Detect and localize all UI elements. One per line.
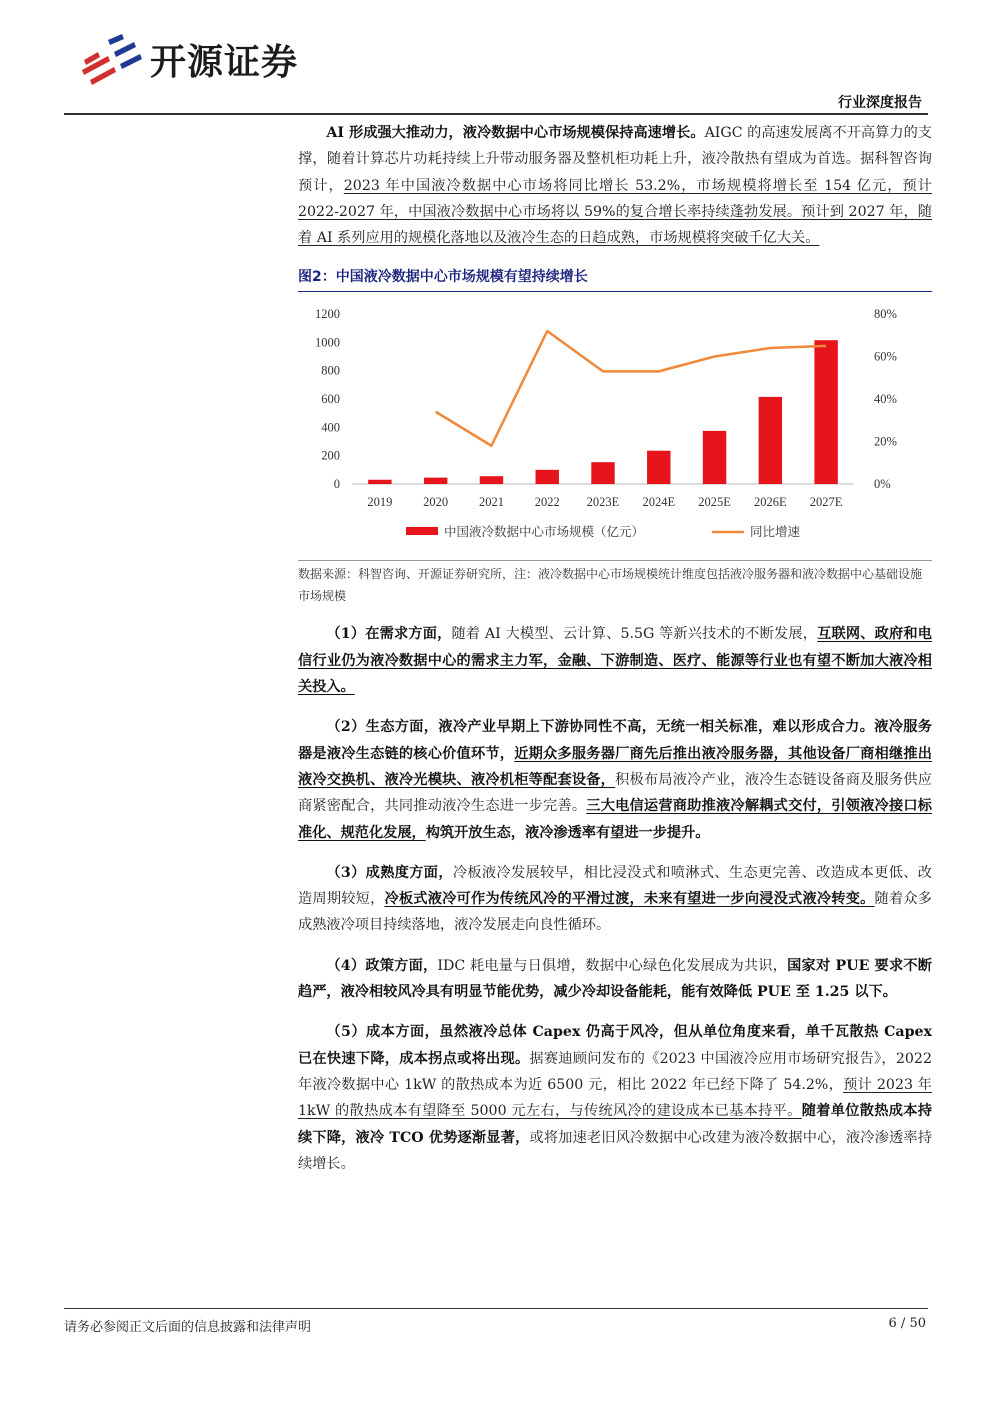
right-axis-tick-label: 20%	[874, 434, 897, 449]
brand-logo	[78, 30, 298, 88]
page-number: 6 / 50	[888, 1316, 926, 1331]
section-ecosystem-bold1: 液冷产业早期上下游协同性不高，无统一相关标准，难以形成合力。液冷服务器是液冷生态链的核心价值环节，	[298, 719, 932, 762]
section-ecosystem-highlight1: 近期众多服务器厂商先后推出液冷服务器，其他设备厂商相继推出液冷交换机、液冷光模块、液冷机柜等配套设备，	[298, 745, 932, 788]
section-cost-bold1: 虽然液冷总体 Capex 仍高于风冷，但从单位角度来看，单千瓦散热 Capex 已在快速下降，成本拐点或将出现。	[298, 1024, 932, 1067]
x-axis-tick-label: 2020	[423, 495, 449, 510]
bar-2020	[424, 478, 447, 484]
section-policy	[298, 953, 932, 1006]
section-maturity-highlight: 冷板式液冷可作为传统风冷的平滑过渡，未来有望进一步向浸没式液冷转变。	[384, 891, 875, 908]
footer-divider	[64, 1308, 928, 1309]
section-cost-underline: 预计 2023 年 1kW 的散热成本有望降至 5000 元左右，与传统风冷的建设成本已基本持平。	[298, 1076, 932, 1120]
section-maturity-text1: 冷板液冷发展较早，相比浸没式和喷淋式、生态更完善、改造成本更低、改造周期较短，	[298, 864, 932, 908]
legend-bar-swatch	[406, 527, 438, 535]
bar-2024E	[647, 451, 670, 484]
intro-paragraph	[298, 120, 932, 251]
section-demand-lead: （1）在需求方面，	[326, 626, 452, 643]
right-axis-tick-label: 60%	[874, 349, 897, 364]
section-ecosystem	[298, 714, 932, 845]
section-cost	[298, 1019, 932, 1177]
left-axis-tick-label: 800	[321, 364, 340, 379]
bar-2022	[536, 470, 559, 484]
right-axis-tick-label: 40%	[874, 392, 897, 407]
figure-source-note: 数据来源：科智咨询、开源证券研究所，注：液冷数据中心市场规模统计维度包括液冷服务器和液冷数据中心基础设施市场规模	[298, 567, 923, 604]
footer-disclaimer: 请务必参阅正文后面的信息披露和法律声明	[64, 1320, 312, 1335]
left-axis-tick-label: 600	[321, 392, 340, 407]
section-maturity	[298, 860, 932, 939]
section-cost-text2: 或将加速老旧风冷数据中心改建为液冷数据中心，液冷渗透率持续增长。	[298, 1129, 932, 1172]
figure-title-divider	[298, 291, 932, 292]
intro-underline: 2023 年中国液冷数据中心市场将同比增长 53.2%，市场规模将增长至 154 亿元，预计 2022-2027 年，中国液冷数据中心市场将以 59%的复合增长率持续蓬勃发展。预计到 2027 年，随着 AI 系列应用的规模化落地以及液冷生态的日趋成熟，市场规模将突破千亿大关。	[298, 177, 932, 247]
section-policy-lead: （4）政策方面，	[326, 957, 438, 974]
bar-2023E	[591, 463, 614, 485]
intro-bold: AI 形成强大推动力，液冷数据中心市场规模保持高速增长。	[326, 125, 705, 141]
section-ecosystem-lead: （2）生态方面，	[326, 719, 439, 736]
bar-2019	[368, 480, 391, 484]
intro-text: AIGC 的高速发展离不开高算力的支撑，随着计算芯片功耗持续上升带动服务器及整机柜功耗上升，液冷散热有望成为首选。据科智咨询预计，	[298, 125, 932, 194]
section-demand-text: 随着 AI 大模型、云计算、5.5G 等新兴技术的不断发展，	[451, 626, 818, 643]
left-axis-tick-label: 1000	[315, 335, 340, 350]
x-axis-tick-label: 2021	[478, 495, 504, 510]
left-axis-tick-label: 400	[321, 420, 340, 435]
x-axis-tick-label: 2019	[367, 495, 393, 510]
section-ecosystem-bold2: 构筑开放生态，液冷渗透率有望进一步提升。	[425, 824, 710, 841]
bar-2025E	[703, 431, 726, 484]
section-demand-highlight: 互联网、政府和电信行业仍为液冷数据中心的需求主力军，金融、下游制造、医疗、能源等行业也有望不断加大液冷相关投入。	[298, 626, 932, 696]
bar-2021	[480, 477, 503, 485]
section-policy-text: IDC 耗电量与日俱增，数据中心绿色化发展成为共识，	[437, 957, 788, 974]
x-axis-tick-label: 2025E	[698, 495, 731, 510]
left-axis-tick-label: 200	[321, 449, 340, 464]
bar-2026E	[759, 397, 782, 484]
left-axis-tick-label: 1200	[315, 307, 340, 322]
left-axis-tick-label: 0	[333, 477, 340, 492]
report-type: 行业深度报告	[838, 95, 922, 111]
x-axis-tick-label: 2027E	[809, 495, 843, 510]
section-cost-lead: （5）成本方面，	[326, 1024, 440, 1041]
header-divider	[64, 113, 928, 115]
section-cost-text1: 据赛迪顾问发布的《2023 中国液冷应用市场研究报告》，2022 年液冷数据中心 1kW 的散热成本为近 6500 元，相比 2022 年已经下降了 54.2%，	[298, 1050, 932, 1093]
brand-name: 开源证券	[150, 41, 299, 83]
right-axis-tick-label: 80%	[874, 307, 897, 322]
right-axis-tick-label: 0%	[874, 477, 891, 492]
section-ecosystem-text: 积极布局液冷产业，液冷生态链设备商及服务供应商紧密配合，共同推动液冷生态进一步完善。	[298, 771, 932, 815]
bar-2027E	[814, 341, 837, 485]
main-content	[298, 120, 932, 1177]
market-size-chart	[298, 296, 932, 556]
figure-title: 图2：中国液冷数据中心市场规模有望持续增长	[298, 269, 588, 286]
legend-line-label: 同比增速	[750, 524, 801, 540]
x-axis-tick-label: 2026E	[754, 495, 787, 510]
legend-bar-label: 中国液冷数据中心市场规模（亿元）	[444, 524, 645, 540]
figure-note-divider	[298, 560, 932, 561]
section-maturity-text2: 随着众多成熟液冷项目持续落地，液冷发展走向良性循环。	[298, 891, 932, 934]
section-demand	[298, 621, 932, 700]
section-cost-bold2: 随着单位散热成本持续下降，液冷 TCO 优势逐渐显著，	[298, 1103, 932, 1146]
section-maturity-lead: （3）成熟度方面，	[326, 864, 453, 881]
x-axis-tick-label: 2022	[534, 495, 560, 510]
section-ecosystem-highlight2: 三大电信运营商助推液冷解耦式交付，引领液冷接口标准化、规范化发展，	[298, 798, 932, 841]
kaiyuan-logo-icon	[78, 30, 148, 88]
x-axis-tick-label: 2024E	[642, 495, 676, 510]
section-policy-bold: 国家对 PUE 要求不断趋严，液冷相较风冷具有明显节能优势，减少冷却设备能耗，能有效降低 PUE 至 1.25 以下。	[298, 957, 932, 1001]
x-axis-tick-label: 2023E	[586, 495, 620, 510]
